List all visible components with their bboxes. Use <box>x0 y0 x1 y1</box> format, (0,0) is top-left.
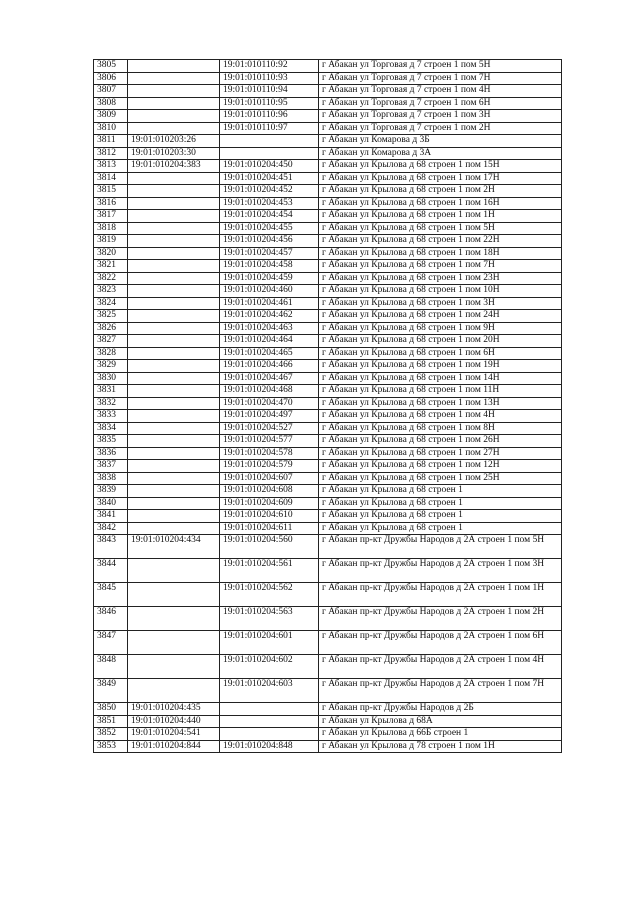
table-row <box>94 297 562 310</box>
parcel-cadastral-number-cell <box>128 447 220 460</box>
parcel-cadastral-number-cell <box>128 235 220 248</box>
parcel-cadastral-number-cell <box>128 272 220 285</box>
table-row <box>94 210 562 223</box>
parcel-cadastral-number-cell <box>128 297 220 310</box>
premises-cadastral-number-cell: 19:01:010204:466 <box>220 360 319 373</box>
premises-cadastral-number-cell: 19:01:010204:464 <box>220 335 319 348</box>
premises-cadastral-number-cell: 19:01:010204:453 <box>220 197 319 210</box>
address-cell: г Абакан пр-кт Дружбы Народов д 2А строен 1 пом 6Н <box>319 631 562 655</box>
parcel-cadastral-number-cell <box>128 222 220 235</box>
parcel-cadastral-number-cell <box>128 285 220 298</box>
parcel-cadastral-number-cell <box>128 210 220 223</box>
premises-cadastral-number-cell: 19:01:010110:92 <box>220 60 319 73</box>
premises-cadastral-number-cell: 19:01:010204:456 <box>220 235 319 248</box>
address-cell: г Абакан ул Торговая д 7 строен 1 пом 3Н <box>319 110 562 123</box>
parcel-cadastral-number-cell <box>128 485 220 498</box>
premises-cadastral-number-cell: 19:01:010204:561 <box>220 559 319 583</box>
address-cell: г Абакан ул Крылова д 68 строен 1 пом 24Н <box>319 310 562 323</box>
row-number-cell: 3840 <box>94 497 128 510</box>
row-number-cell: 3836 <box>94 447 128 460</box>
address-cell: г Абакан ул Комарова д 3А <box>319 147 562 160</box>
address-cell: г Абакан пр-кт Дружбы Народов д 2А строен 1 пом 2Н <box>319 607 562 631</box>
premises-cadastral-number-cell: 19:01:010110:94 <box>220 85 319 98</box>
premises-cadastral-number-cell: 19:01:010204:610 <box>220 510 319 523</box>
row-number-cell: 3810 <box>94 122 128 135</box>
parcel-cadastral-number-cell <box>128 372 220 385</box>
premises-cadastral-number-cell: 19:01:010204:560 <box>220 535 319 559</box>
table-row <box>94 631 562 655</box>
table-row <box>94 485 562 498</box>
table-row <box>94 372 562 385</box>
parcel-cadastral-number-cell <box>128 655 220 679</box>
row-number-cell: 3816 <box>94 197 128 210</box>
parcel-cadastral-number-cell: 19:01:010204:440 <box>128 715 220 728</box>
table-row <box>94 185 562 198</box>
table-row <box>94 272 562 285</box>
parcel-cadastral-number-cell <box>128 347 220 360</box>
premises-cadastral-number-cell <box>220 147 319 160</box>
parcel-cadastral-number-cell <box>128 97 220 110</box>
address-cell: г Абакан пр-кт Дружбы Народов д 2А строен 1 пом 3Н <box>319 559 562 583</box>
table-row <box>94 235 562 248</box>
row-number-cell: 3846 <box>94 607 128 631</box>
address-cell: г Абакан ул Крылова д 68 строен 1 пом 6Н <box>319 347 562 360</box>
parcel-cadastral-number-cell <box>128 72 220 85</box>
row-number-cell: 3821 <box>94 260 128 273</box>
premises-cadastral-number-cell: 19:01:010204:465 <box>220 347 319 360</box>
premises-cadastral-number-cell: 19:01:010204:467 <box>220 372 319 385</box>
row-number-cell: 3826 <box>94 322 128 335</box>
address-cell: г Абакан ул Торговая д 7 строен 1 пом 4Н <box>319 85 562 98</box>
row-number-cell: 3809 <box>94 110 128 123</box>
parcel-cadastral-number-cell: 19:01:010204:434 <box>128 535 220 559</box>
address-cell: г Абакан ул Крылова д 66Б строен 1 <box>319 728 562 741</box>
table-row <box>94 335 562 348</box>
row-number-cell: 3827 <box>94 335 128 348</box>
table-row <box>94 397 562 410</box>
premises-cadastral-number-cell: 19:01:010204:609 <box>220 497 319 510</box>
parcel-cadastral-number-cell <box>128 497 220 510</box>
row-number-cell: 3850 <box>94 703 128 716</box>
table-row <box>94 172 562 185</box>
address-cell: г Абакан ул Крылова д 68 строен 1 пом 13Н <box>319 397 562 410</box>
premises-cadastral-number-cell: 19:01:010204:607 <box>220 472 319 485</box>
parcel-cadastral-number-cell <box>128 122 220 135</box>
address-cell: г Абакан ул Крылова д 68 строен 1 пом 14Н <box>319 372 562 385</box>
parcel-cadastral-number-cell <box>128 360 220 373</box>
address-cell: г Абакан ул Крылова д 68 строен 1 пом 12Н <box>319 460 562 473</box>
row-number-cell: 3807 <box>94 85 128 98</box>
table-row <box>94 728 562 741</box>
address-cell: г Абакан ул Крылова д 68 строен 1 пом 1Н <box>319 210 562 223</box>
table-row <box>94 583 562 607</box>
parcel-cadastral-number-cell <box>128 410 220 423</box>
parcel-cadastral-number-cell <box>128 583 220 607</box>
premises-cadastral-number-cell <box>220 135 319 148</box>
row-number-cell: 3839 <box>94 485 128 498</box>
row-number-cell: 3834 <box>94 422 128 435</box>
address-cell: г Абакан ул Крылова д 68 строен 1 пом 18Н <box>319 247 562 260</box>
address-cell: г Абакан ул Крылова д 68 строен 1 пом 2Н <box>319 185 562 198</box>
parcel-cadastral-number-cell <box>128 472 220 485</box>
table-row <box>94 740 562 753</box>
parcel-cadastral-number-cell <box>128 522 220 535</box>
row-number-cell: 3848 <box>94 655 128 679</box>
parcel-cadastral-number-cell: 19:01:010203:30 <box>128 147 220 160</box>
address-cell: г Абакан ул Крылова д 68 строен 1 пом 27Н <box>319 447 562 460</box>
row-number-cell: 3818 <box>94 222 128 235</box>
premises-cadastral-number-cell: 19:01:010204:602 <box>220 655 319 679</box>
row-number-cell: 3833 <box>94 410 128 423</box>
premises-cadastral-number-cell: 19:01:010204:562 <box>220 583 319 607</box>
address-cell: г Абакан ул Крылова д 68 строен 1 пом 20Н <box>319 335 562 348</box>
row-number-cell: 3828 <box>94 347 128 360</box>
parcel-cadastral-number-cell <box>128 172 220 185</box>
row-number-cell: 3820 <box>94 247 128 260</box>
row-number-cell: 3806 <box>94 72 128 85</box>
table-row <box>94 715 562 728</box>
address-cell: г Абакан пр-кт Дружбы Народов д 2А строен 1 пом 5Н <box>319 535 562 559</box>
premises-cadastral-number-cell: 19:01:010204:601 <box>220 631 319 655</box>
address-cell: г Абакан ул Крылова д 68 строен 1 пом 23Н <box>319 272 562 285</box>
table-row <box>94 122 562 135</box>
parcel-cadastral-number-cell <box>128 435 220 448</box>
parcel-cadastral-number-cell <box>128 422 220 435</box>
table-row <box>94 679 562 703</box>
parcel-cadastral-number-cell <box>128 631 220 655</box>
premises-cadastral-number-cell: 19:01:010204:577 <box>220 435 319 448</box>
address-cell: г Абакан пр-кт Дружбы Народов д 2Б <box>319 703 562 716</box>
premises-cadastral-number-cell: 19:01:010204:608 <box>220 485 319 498</box>
premises-cadastral-number-cell: 19:01:010110:96 <box>220 110 319 123</box>
table-row <box>94 422 562 435</box>
premises-cadastral-number-cell: 19:01:010204:455 <box>220 222 319 235</box>
table-row <box>94 247 562 260</box>
parcel-cadastral-number-cell: 19:01:010203:26 <box>128 135 220 148</box>
premises-cadastral-number-cell: 19:01:010204:452 <box>220 185 319 198</box>
parcel-cadastral-number-cell: 19:01:010204:844 <box>128 740 220 753</box>
row-number-cell: 3845 <box>94 583 128 607</box>
table-row <box>94 197 562 210</box>
registry-table <box>93 59 562 753</box>
address-cell: г Абакан ул Крылова д 68 строен 1 пом 16Н <box>319 197 562 210</box>
address-cell: г Абакан пр-кт Дружбы Народов д 2А строен 1 пом 4Н <box>319 655 562 679</box>
table-row <box>94 110 562 123</box>
row-number-cell: 3852 <box>94 728 128 741</box>
row-number-cell: 3832 <box>94 397 128 410</box>
row-number-cell: 3830 <box>94 372 128 385</box>
address-cell: г Абакан ул Крылова д 68 строен 1 <box>319 522 562 535</box>
address-cell: г Абакан ул Крылова д 68 строен 1 <box>319 510 562 523</box>
row-number-cell: 3824 <box>94 297 128 310</box>
table-row <box>94 72 562 85</box>
premises-cadastral-number-cell: 19:01:010204:848 <box>220 740 319 753</box>
parcel-cadastral-number-cell <box>128 679 220 703</box>
address-cell: г Абакан ул Торговая д 7 строен 1 пом 5Н <box>319 60 562 73</box>
premises-cadastral-number-cell: 19:01:010204:457 <box>220 247 319 260</box>
table-row <box>94 360 562 373</box>
table-row <box>94 522 562 535</box>
table-row <box>94 60 562 73</box>
table-row <box>94 147 562 160</box>
address-cell: г Абакан ул Крылова д 68 строен 1 пом 15Н <box>319 160 562 173</box>
premises-cadastral-number-cell: 19:01:010110:97 <box>220 122 319 135</box>
row-number-cell: 3811 <box>94 135 128 148</box>
row-number-cell: 3843 <box>94 535 128 559</box>
row-number-cell: 3814 <box>94 172 128 185</box>
premises-cadastral-number-cell: 19:01:010204:462 <box>220 310 319 323</box>
row-number-cell: 3825 <box>94 310 128 323</box>
parcel-cadastral-number-cell: 19:01:010204:435 <box>128 703 220 716</box>
address-cell: г Абакан ул Крылова д 68 строен 1 пом 19Н <box>319 360 562 373</box>
row-number-cell: 3831 <box>94 385 128 398</box>
premises-cadastral-number-cell: 19:01:010204:459 <box>220 272 319 285</box>
address-cell: г Абакан ул Крылова д 68 строен 1 <box>319 485 562 498</box>
table-row <box>94 347 562 360</box>
row-number-cell: 3815 <box>94 185 128 198</box>
address-cell: г Абакан ул Крылова д 68 строен 1 пом 17Н <box>319 172 562 185</box>
row-number-cell: 3841 <box>94 510 128 523</box>
premises-cadastral-number-cell: 19:01:010204:451 <box>220 172 319 185</box>
parcel-cadastral-number-cell <box>128 335 220 348</box>
premises-cadastral-number-cell: 19:01:010110:93 <box>220 72 319 85</box>
row-number-cell: 3819 <box>94 235 128 248</box>
address-cell: г Абакан ул Крылова д 68 строен 1 пом 7Н <box>319 260 562 273</box>
premises-cadastral-number-cell: 19:01:010204:578 <box>220 447 319 460</box>
table-row <box>94 535 562 559</box>
parcel-cadastral-number-cell <box>128 85 220 98</box>
row-number-cell: 3853 <box>94 740 128 753</box>
table-row <box>94 703 562 716</box>
row-number-cell: 3823 <box>94 285 128 298</box>
table-row <box>94 222 562 235</box>
address-cell: г Абакан ул Крылова д 68 строен 1 пом 5Н <box>319 222 562 235</box>
table-row <box>94 497 562 510</box>
premises-cadastral-number-cell: 19:01:010204:450 <box>220 160 319 173</box>
parcel-cadastral-number-cell <box>128 260 220 273</box>
parcel-cadastral-number-cell <box>128 559 220 583</box>
table-row <box>94 607 562 631</box>
table-row <box>94 310 562 323</box>
row-number-cell: 3838 <box>94 472 128 485</box>
premises-cadastral-number-cell: 19:01:010204:454 <box>220 210 319 223</box>
parcel-cadastral-number-cell <box>128 310 220 323</box>
table-row <box>94 655 562 679</box>
table-row <box>94 160 562 173</box>
row-number-cell: 3817 <box>94 210 128 223</box>
premises-cadastral-number-cell <box>220 728 319 741</box>
table-row <box>94 447 562 460</box>
address-cell: г Абакан ул Крылова д 68 строен 1 пом 4Н <box>319 410 562 423</box>
address-cell: г Абакан ул Торговая д 7 строен 1 пом 6Н <box>319 97 562 110</box>
table-row <box>94 97 562 110</box>
parcel-cadastral-number-cell <box>128 197 220 210</box>
table-row <box>94 260 562 273</box>
registry-table-body <box>94 60 562 753</box>
row-number-cell: 3835 <box>94 435 128 448</box>
address-cell: г Абакан ул Крылова д 68 строен 1 пом 3Н <box>319 297 562 310</box>
parcel-cadastral-number-cell <box>128 322 220 335</box>
table-row <box>94 559 562 583</box>
parcel-cadastral-number-cell <box>128 60 220 73</box>
premises-cadastral-number-cell: 19:01:010204:497 <box>220 410 319 423</box>
address-cell: г Абакан ул Крылова д 78 строен 1 пом 1Н <box>319 740 562 753</box>
premises-cadastral-number-cell: 19:01:010204:458 <box>220 260 319 273</box>
row-number-cell: 3851 <box>94 715 128 728</box>
address-cell: г Абакан ул Крылова д 68 строен 1 пом 22Н <box>319 235 562 248</box>
premises-cadastral-number-cell: 19:01:010204:460 <box>220 285 319 298</box>
table-row <box>94 135 562 148</box>
row-number-cell: 3822 <box>94 272 128 285</box>
address-cell: г Абакан пр-кт Дружбы Народов д 2А строен 1 пом 1Н <box>319 583 562 607</box>
premises-cadastral-number-cell: 19:01:010204:603 <box>220 679 319 703</box>
row-number-cell: 3829 <box>94 360 128 373</box>
parcel-cadastral-number-cell <box>128 247 220 260</box>
row-number-cell: 3812 <box>94 147 128 160</box>
table-row <box>94 285 562 298</box>
premises-cadastral-number-cell <box>220 715 319 728</box>
premises-cadastral-number-cell: 19:01:010204:579 <box>220 460 319 473</box>
row-number-cell: 3847 <box>94 631 128 655</box>
premises-cadastral-number-cell <box>220 703 319 716</box>
parcel-cadastral-number-cell <box>128 185 220 198</box>
premises-cadastral-number-cell: 19:01:010204:461 <box>220 297 319 310</box>
address-cell: г Абакан ул Комарова д 3Б <box>319 135 562 148</box>
row-number-cell: 3808 <box>94 97 128 110</box>
address-cell: г Абакан ул Крылова д 68 строен 1 пом 26Н <box>319 435 562 448</box>
premises-cadastral-number-cell: 19:01:010110:95 <box>220 97 319 110</box>
row-number-cell: 3813 <box>94 160 128 173</box>
table-row <box>94 322 562 335</box>
table-row <box>94 85 562 98</box>
row-number-cell: 3805 <box>94 60 128 73</box>
table-row <box>94 472 562 485</box>
premises-cadastral-number-cell: 19:01:010204:563 <box>220 607 319 631</box>
address-cell: г Абакан пр-кт Дружбы Народов д 2А строен 1 пом 7Н <box>319 679 562 703</box>
table-row <box>94 410 562 423</box>
parcel-cadastral-number-cell <box>128 110 220 123</box>
address-cell: г Абакан ул Крылова д 68 строен 1 <box>319 497 562 510</box>
row-number-cell: 3842 <box>94 522 128 535</box>
premises-cadastral-number-cell: 19:01:010204:470 <box>220 397 319 410</box>
parcel-cadastral-number-cell <box>128 510 220 523</box>
parcel-cadastral-number-cell: 19:01:010204:541 <box>128 728 220 741</box>
table-row <box>94 510 562 523</box>
address-cell: г Абакан ул Крылова д 68А <box>319 715 562 728</box>
parcel-cadastral-number-cell <box>128 397 220 410</box>
address-cell: г Абакан ул Крылова д 68 строен 1 пом 8Н <box>319 422 562 435</box>
row-number-cell: 3849 <box>94 679 128 703</box>
table-row <box>94 435 562 448</box>
premises-cadastral-number-cell: 19:01:010204:527 <box>220 422 319 435</box>
premises-cadastral-number-cell: 19:01:010204:468 <box>220 385 319 398</box>
address-cell: г Абакан ул Торговая д 7 строен 1 пом 2Н <box>319 122 562 135</box>
address-cell: г Абакан ул Крылова д 68 строен 1 пом 11Н <box>319 385 562 398</box>
row-number-cell: 3837 <box>94 460 128 473</box>
premises-cadastral-number-cell: 19:01:010204:611 <box>220 522 319 535</box>
table-row <box>94 385 562 398</box>
parcel-cadastral-number-cell <box>128 385 220 398</box>
premises-cadastral-number-cell: 19:01:010204:463 <box>220 322 319 335</box>
parcel-cadastral-number-cell: 19:01:010204:383 <box>128 160 220 173</box>
parcel-cadastral-number-cell <box>128 460 220 473</box>
address-cell: г Абакан ул Торговая д 7 строен 1 пом 7Н <box>319 72 562 85</box>
address-cell: г Абакан ул Крылова д 68 строен 1 пом 9Н <box>319 322 562 335</box>
table-row <box>94 460 562 473</box>
address-cell: г Абакан ул Крылова д 68 строен 1 пом 10Н <box>319 285 562 298</box>
address-cell: г Абакан ул Крылова д 68 строен 1 пом 25Н <box>319 472 562 485</box>
parcel-cadastral-number-cell <box>128 607 220 631</box>
row-number-cell: 3844 <box>94 559 128 583</box>
